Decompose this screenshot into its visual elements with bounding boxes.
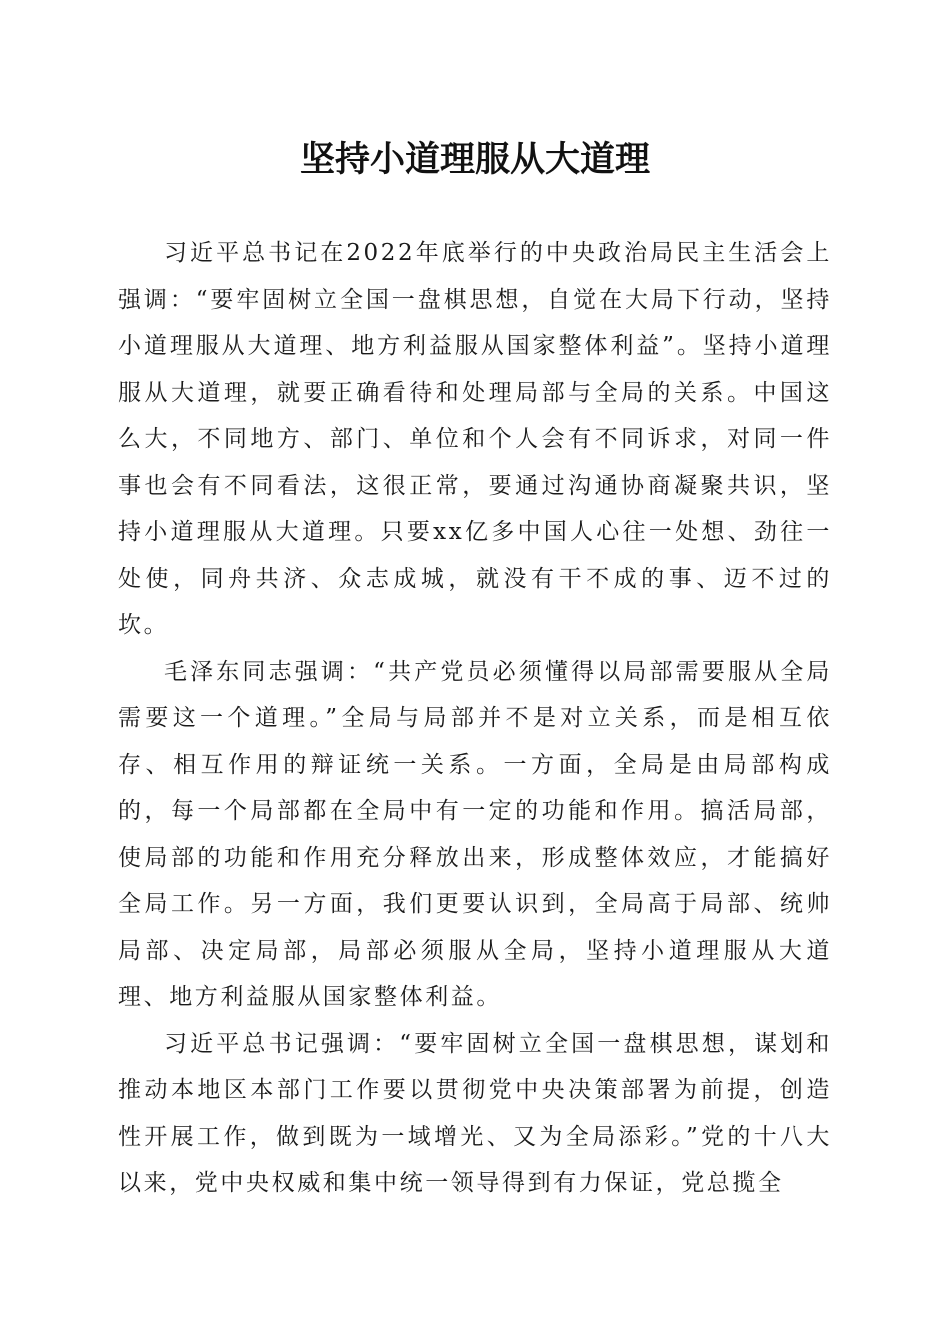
document-title: 坚持小道理服从大道理 <box>299 139 650 180</box>
paragraph: 毛泽东同志强调：“共产党员必须懂得以局部需要服从全局需要这一个道理。”全局与局部并不是对立关系，而是相互依存、相互作用的辩证统一关系。一方面，全局是由局部构成的，每一个局部都在全局中有一定的功能和作用。搞活局部，使局部的功能和作用充分释放出来，形成整体效应，才能搞好全局工作。另一方面，我们更要认识到，全局高于局部、统帅局部、决定局部，局部必须服从全局，坚持小道理服从大道理、地方利益服从国家整体利益。 <box>118 658 832 1010</box>
paragraph: 习近平总书记在2022年底举行的中央政治局民主生活会上强调：“要牢固树立全国一盘棋思想，自觉在大局下行动，坚持小道理服从大道理、地方利益服从国家整体利益”。坚持小道理服从大道理，就要正确看待和处理局部与全局的关系。中国这么大，不同地方、部门、单位和个人会有不同诉求，对同一件事也会有不同看法，这很正常，要通过沟通协商凝聚共识，坚持小道理服从大道理。只要xx亿多中国人心往一处想、劲往一处使，同舟共济、众志成城，就没有干不成的事、迈不过的坎。 <box>118 240 832 638</box>
paragraph: 习近平总书记强调：“要牢固树立全国一盘棋思想，谋划和推动本地区本部门工作要以贯彻党中央决策部署为前提，创造性开展工作，做到既为一域增光、又为全局添彩。”党的十八大以来，党中央权威和集中统一领导得到有力保证，党总揽全 <box>118 1030 832 1196</box>
document-body <box>118 230 832 1207</box>
